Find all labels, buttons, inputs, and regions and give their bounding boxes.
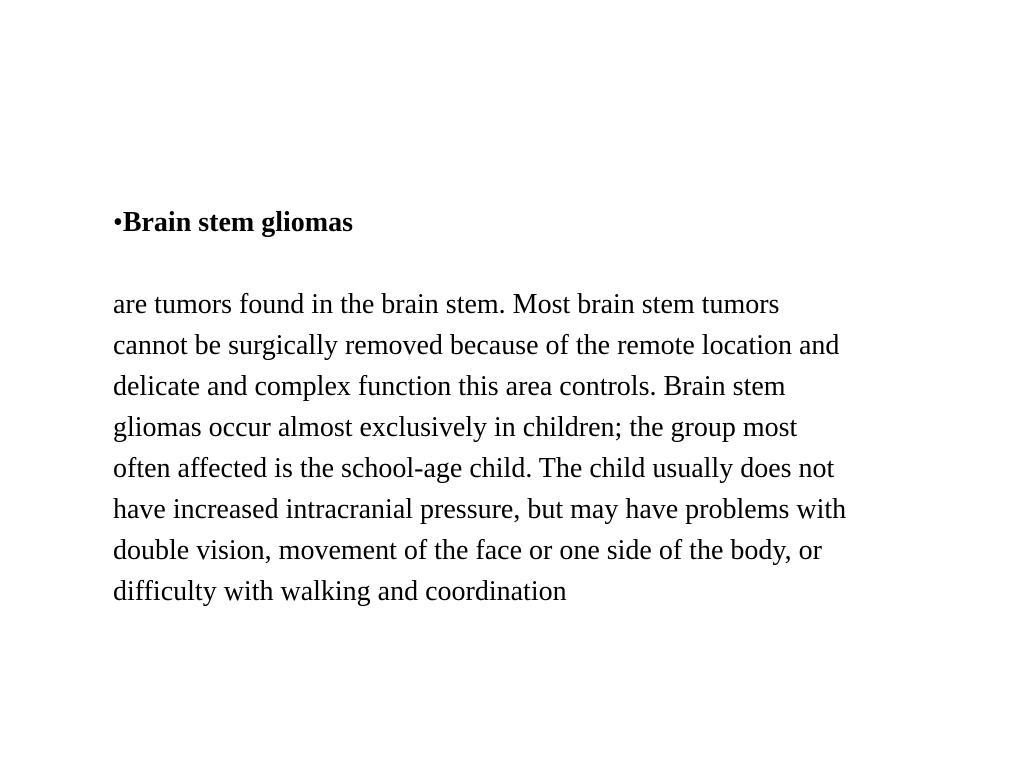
slide-content <box>113 204 1013 612</box>
body-line: double vision, movement of the face or one side of the body, or <box>113 535 822 566</box>
body-line: difficulty with walking and coordination <box>113 576 567 607</box>
body-line: gliomas occur almost exclusively in children; the group most <box>113 412 798 443</box>
body-paragraph <box>113 284 1013 612</box>
slide-heading <box>113 204 1013 242</box>
body-line: have increased intracranial pressure, but may have problems with <box>113 494 847 525</box>
body-line: often affected is the school-age child. The child usually does not <box>113 453 835 484</box>
body-line: cannot be surgically removed because of the remote location and <box>113 330 840 361</box>
body-line: delicate and complex function this area controls. Brain stem <box>113 371 786 402</box>
bullet-marker: • <box>113 207 123 238</box>
body-line: are tumors found in the brain stem. Most brain stem tumors <box>113 289 780 320</box>
heading-text: Brain stem gliomas <box>122 207 354 238</box>
